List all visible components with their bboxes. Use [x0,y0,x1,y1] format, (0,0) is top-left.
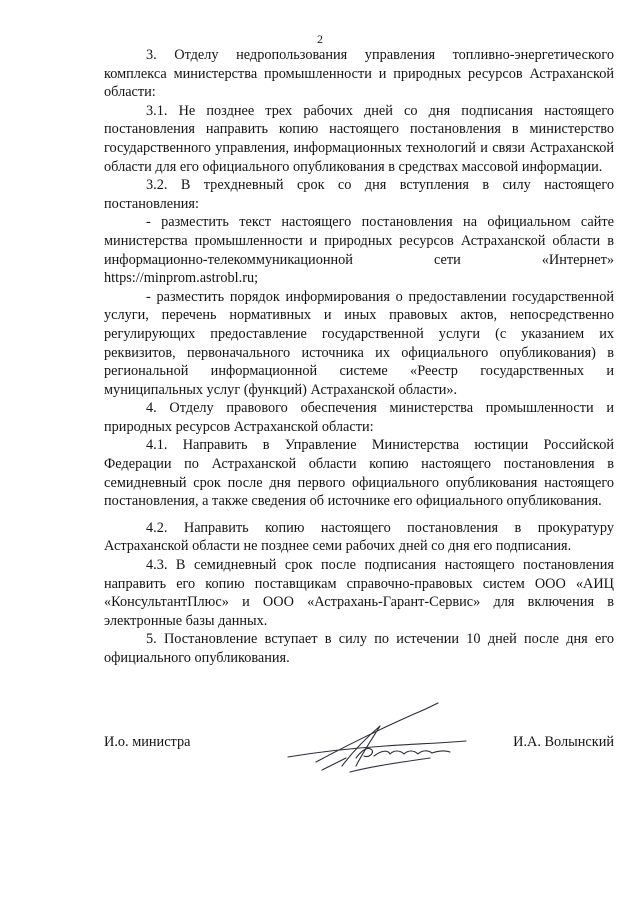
paragraph-3: 3. Отделу недропользования управления топливно-энергетического комплекса министерства промышленности и природных ресурсов Астраханской области: [104,47,614,101]
paragraph-4-1: 4.1. Направить в Управление Министерства юстиции Российской Федерации по Астраханской области копию настоящего постановления в семидневный срок после дня первого официального опубликования настоящего постановления, а также сведения об источнике его официального опубликования. [104,437,614,510]
paragraph-5: 5. Постановление вступает в силу по истечении 10 дней после дня его официального опубликования. [104,631,614,666]
paragraph-3-2: 3.2. В трехдневный срок со дня вступления в силу настоящего постановления: [104,177,614,212]
paragraph-4-3: 4.3. В семидневный срок после подписания настоящего постановления направить его копию поставщикам справочно-правовых систем ООО «АИЦ «КонсультантПлюс» и ООО «Астрахань-Гарант-Сервис» для включения в электронные базы данных. [104,557,614,629]
page-number: 2 [317,32,323,46]
paragraph-4: 4. Отделу правового обеспечения министерства промышленности и природных ресурсов Астраханской области: [104,400,614,435]
paragraph-3-2-item-registry: - разместить порядок информирования о предоставлении государственной услуги, перечень нормативных и иных правовых актов, непосредственно регулирующих предоставление государственной услуги (с указанием их реквизитов, первоначального источника их официального опубликования) в региональной информационной системе «Реестр государственных и муниципальных услуг (функций) Астраханской области». [104,288,614,398]
signatory-name: И.А. Волынский [513,734,614,750]
paragraph-3-1: 3.1. Не позднее трех рабочих дней со дня подписания настоящего постановления направить копию настоящего постановления в министерство государственного управления, информационных технологий и связи Астраханской области для его официального опубликования в средствах массовой информации. [104,102,614,175]
signatory-title: И.о. министра [104,734,191,750]
paragraph-4-2: 4.2. Направить копию настоящего постановления в прокуратуру Астраханской области не позднее семи рабочих дней со дня его подписания. [104,519,614,555]
signature-block [104,734,614,754]
document-body [104,46,614,668]
paragraph-3-2-item-website: - разместить текст настоящего постановления на официальном сайте министерства промышленности и природных ресурсов Астраханской области в информационно-телекоммуникационной сети «Интернет» https://minprom.astrobl.ru; [104,214,614,287]
